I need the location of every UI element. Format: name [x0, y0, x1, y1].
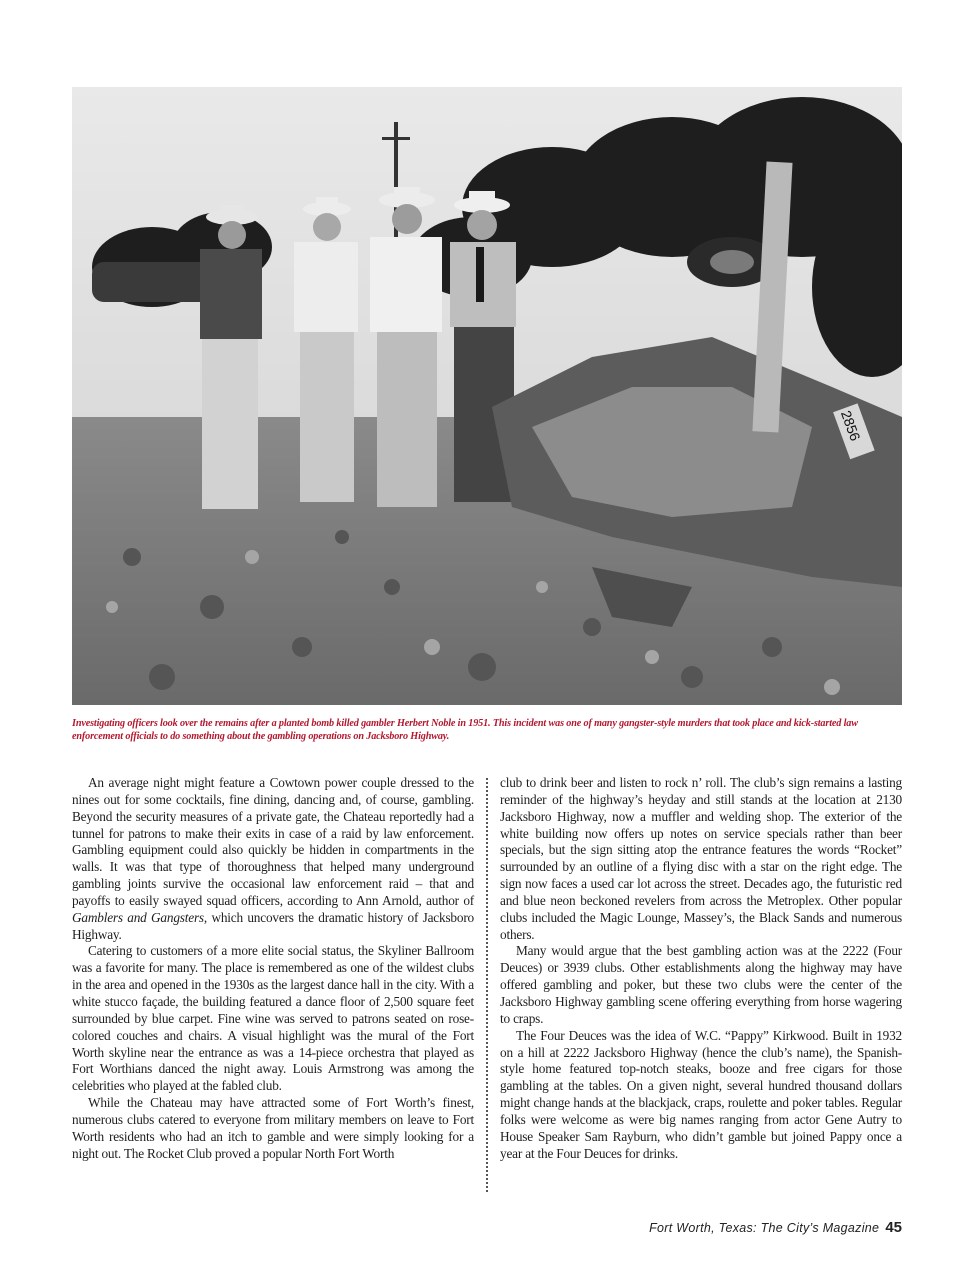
paragraph: Catering to customers of a more elite social status, the Skyliner Ballroom was a favorite for many. The place is remembered as one of the wildest clubs in the area and opened in the 1930s as the largest dance hall in the city. With a white stucco façade, the building featured a dance floor of 2,500 square feet surrounded by blue carpet. Fine wine was served to patrons seated on rose-colored couches and chairs. A visual highlight was the mural of the Fort Worth skyline near the entrance as was a 14-piece orchestra that played as Fort Worthians danced the night away. Louis Armstrong was among the celebrities who played at the fabled club.: [72, 943, 474, 1094]
crime-scene-photo-icon: [72, 87, 902, 705]
page-footer: [649, 1219, 902, 1236]
paragraph: An average night might feature a Cowtown power couple dressed to the nines out for some cocktails, fine dining, dancing and, of course, gambling. Beyond the security measures of a private gate, the Chateau reportedly had a tunnel for patrons to make their exits in case of a raid by law enforcement. Gambling equipment could also quickly be hidden in compartments in the walls. It was that type of thoroughness that helped many underground gambling joints survive the occasional law enforcement raid – that and payoffs to easily swayed squad officers, according to Ann Arnold, author of Gamblers and Gangsters, which uncovers the dramatic history of Jacksboro Highway.: [72, 775, 474, 942]
bomb-scene-photo: [72, 87, 902, 705]
page-number: 45: [885, 1219, 902, 1236]
article-right-column: [500, 775, 902, 1162]
book-title: Gamblers and Gangsters: [72, 909, 204, 925]
paragraph: Many would argue that the best gambling action was at the 2222 (Four Deuces) or 3939 clubs. Other establishments along the highway may have offered gambling and poker, but these two clubs were the center of the Jacksboro Highway gambling scene offering everything from horse wagering to craps.: [500, 943, 902, 1026]
paragraph: While the Chateau may have attracted some of Fort Worth’s finest, numerous clubs catered to everyone from military members on leave to Fort Worth residents who had an itch to gamble and were simply looking for a night out. The Rocket Club proved a popular North Fort Worth: [72, 1095, 474, 1161]
column-divider: [486, 778, 488, 1192]
paragraph: club to drink beer and listen to rock n’ roll. The club’s sign remains a lasting reminder of the highway’s heyday and still stands at the location at 2130 Jacksboro Highway, now a muffler and welding shop. The exterior of the white building now offers up notes on service specials rather than beer specials, but the sign sitting atop the entrance features the words “Rocket” surrounded by an outline of a flying disc with a star on the right edge. The sign now faces a used car lot across the street. Decades ago, the futuristic red and blue neon beckoned revelers from across the Metroplex. Other popular clubs included the Magic Lounge, Massey’s, the Black Sands and numerous others.: [500, 775, 902, 942]
photo-caption: Investigating officers look over the remains after a planted bomb killed gambler Herbert Noble in 1951. This incident was one of many gangster-style murders that took place and kick-started law enforcement officials to do something about the gambling operations on Jacksboro Highway.: [72, 718, 858, 742]
license-plate-text: 2856: [837, 408, 864, 443]
paragraph: The Four Deuces was the idea of W.C. “Pappy” Kirkwood. Built in 1932 on a hill at 2222 Jacksboro Highway (hence the club’s name), the Spanish-style home featured top-notch steaks, booze and free cigars for those gambling at the tables. On a given night, several hundred thousand dollars might change hands at the blackjack, craps, roulette and poker tables. Regular folks were welcome as were big names ranging from actor Gene Autry to House Speaker Sam Rayburn, who didn’t gamble but joined Pappy once a year at the Four Deuces for drinks.: [500, 1027, 902, 1161]
article-left-column: [72, 775, 474, 1162]
magazine-title: Fort Worth, Texas: The City’s Magazine: [649, 1221, 880, 1235]
